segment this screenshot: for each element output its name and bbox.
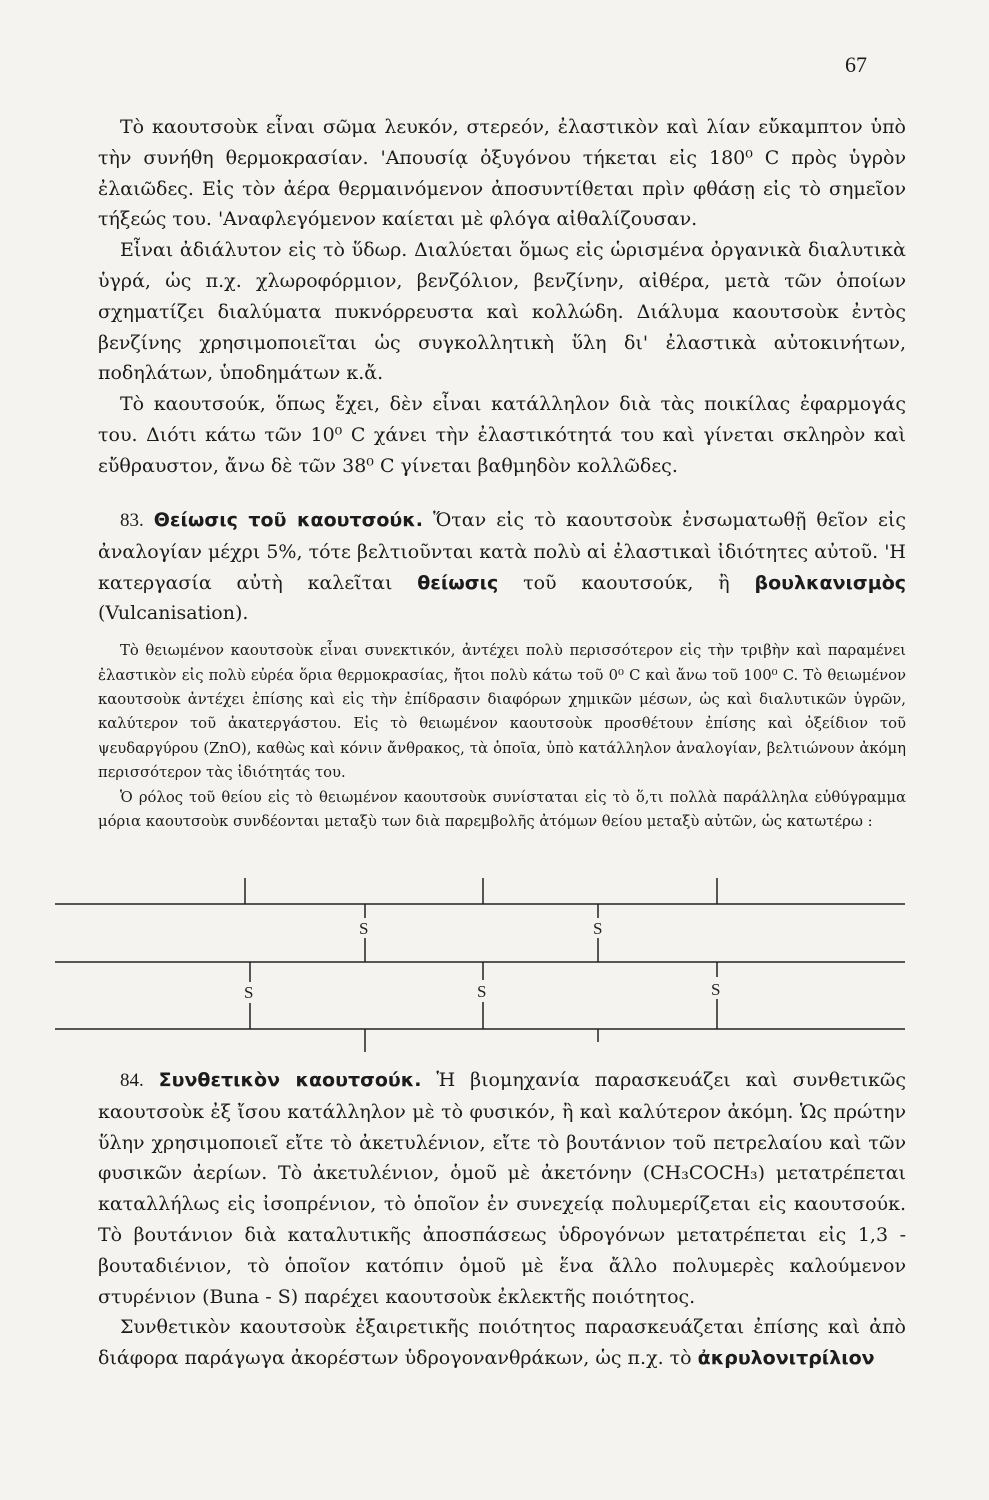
section-83-text-b: τοῦ καουτσούκ, ἢ bbox=[523, 571, 730, 594]
sulfur-atom: S bbox=[711, 980, 721, 999]
sulfur-atom: S bbox=[359, 919, 369, 938]
term-acrylonitrile: ἀκρυλονιτρίλιον bbox=[697, 1347, 875, 1370]
section-83-title: Θείωσις τοῦ καουτσούκ. bbox=[153, 509, 423, 531]
sulfur-atom: S bbox=[593, 919, 603, 938]
section-84-paragraph-2 bbox=[98, 1312, 906, 1374]
paragraph-properties: Τὸ καουτσοὺκ εἶναι σῶμα λευκόν, στερεόν, ἐλαστικὸν καὶ λίαν εὔκαμπτον ὑπὸ τὴν συνήθη θερμοκρασίαν. 'Απουσίᾳ ὀξυγόνου τήκεται εἰς 180⁰ C πρὸς ὑγρὸν ἐλαιῶδες. Εἰς τὸν ἀέρα θερμαινόμενον ἀποσυντίθεται πρὶν φθάσῃ εἰς τὸ σημεῖον τήξεώς του. 'Αναφλεγόμενον καίεται μὲ φλόγα αἰθαλίζουσαν. bbox=[98, 116, 906, 231]
section-84-text-2: Συνθετικὸν καουτσοὺκ ἐξαιρετικῆς ποιότητος παρασκευάζεται ἐπίσης καὶ ἀπὸ διάφορα παράγωγα ἀκορέστων ὑδρογονανθράκων, ὡς π.χ. τὸ bbox=[98, 1316, 906, 1370]
section-84-number: 84. bbox=[120, 1070, 144, 1091]
paragraph-limitations: Τὸ καουτσούκ, ὅπως ἔχει, δὲν εἶναι κατάλληλον διὰ τὰς ποικίλας ἐφαρμογάς του. Διότι κάτω τῶν 10⁰ C χάνει τὴν ἐλαστικότητά του καὶ γίνεται σκληρὸν καὶ εὔθραυστον, ἄνω δὲ τῶν 38⁰ C γίνεται βαθμηδὸν κολλῶδες. bbox=[98, 393, 906, 477]
section-84 bbox=[98, 1065, 906, 1374]
crosslink-structure bbox=[50, 862, 910, 1062]
sulfur-role-note: Ὁ ρόλος τοῦ θείου εἰς τὸ θειωμένον καουτσοὺκ συνίσταται εἰς τὸ ὅ,τι πολλὰ παράλληλα εὐθύγραμμα μόρια καουτσοὺκ συνδέονται μεταξὺ των διὰ παρεμβολῆς ἀτόμων θείου μεταξὺ αὐτῶν, ὡς κατωτέρω : bbox=[98, 788, 906, 831]
section-84-paragraph bbox=[98, 1065, 906, 1312]
section-83-paragraph bbox=[98, 505, 906, 629]
section-83-text-a: Ὅταν εἰς τὸ καουτσοὺκ ἐνσωματωθῇ θεῖον εἰς ἀναλογίαν μέχρι 5%, τότε βελτιοῦνται κατὰ πολὺ αἱ ἐλαστικαὶ ἰδιότητες αὐτοῦ. 'Η κατεργασία αὐτὴ καλεῖται bbox=[98, 509, 906, 594]
term-vulcanization: θείωσις bbox=[417, 571, 499, 594]
vulcanized-properties-note: Τὸ θειωμένον καουτσοὺκ εἶναι συνεκτικόν, ἀντέχει πολὺ περισσότερον εἰς τὴν τριβὴν καὶ παραμένει ἐλαστικὸν εἰς πολὺ εὐρέα ὅρια θερμοκρασίας, ἤτοι πολὺ κάτω τοῦ 0⁰ C καὶ ἄνω τοῦ 100⁰ C. Τὸ θειωμένον καουτσοὺκ ἀντέχει ἐπίσης καὶ εἰς τὴν ἐπίδρασιν διαφόρων χημικῶν μέσων, ὡς καὶ διαλυτικῶν ὑγρῶν, καλύτερον τοῦ ἀκατεργάστου. Εἰς τὸ θειωμένον καουτσοὺκ προσθέτουν ἐπίσης καὶ ὀξείδιον τοῦ ψευδαργύρου (ZnO), καθὼς καὶ κόνιν ἄνθρακος, τὰ ὁποῖα, ὑπὸ κατάλληλον ἀναλογίαν, βελτιώνουν ἀκόμη περισσότερον τὰς ἰδιότητάς του. bbox=[98, 642, 906, 782]
section-83 bbox=[98, 505, 906, 834]
vulcanization-diagram bbox=[50, 862, 910, 1066]
paragraph-solubility: Εἶναι ἀδιάλυτον εἰς τὸ ὕδωρ. Διαλύεται ὅμως εἰς ὡρισμένα ὀργανικὰ διαλυτικὰ ὑγρά, ὡς π.χ. χλωροφόρμιον, βενζόλιον, βενζίνην, αἰθέρα, μετὰ τῶν ὁποίων σχηματίζει διαλύματα πυκνόρρευστα καὶ κολλώδη. Διάλυμα καουτσοὺκ ἐντὸς βενζίνης χρησιμοποιεῖται ὡς συγκολλητικὴ ὕλη δι' ἐλαστικὰ αὐτοκινήτων, ποδηλάτων, ὑποδημάτων κ.ἄ. bbox=[98, 239, 906, 385]
section-83-text-c: (Vulcanisation). bbox=[98, 602, 249, 625]
sulfur-atom: S bbox=[477, 982, 487, 1001]
section-84-text: Ἡ βιομηχανία παρασκευάζει καὶ συνθετικῶς καουτσοὺκ ἐξ ἴσου κατάλληλον μὲ τὸ φυσικόν, ἢ καὶ καλύτερον ἀκόμη. Ὡς πρώτην ὕλην χρησιμοποιεῖ εἴτε τὸ ἀκετυλένιον, εἴτε τὸ βουτάνιον τοῦ πετρελαίου καὶ τῶν φυσικῶν ἀερίων. Τὸ ἀκετυλένιον, ὁμοῦ μὲ ἀκετόνην (CH₃COCH₃) μετατρέπεται καταλλήλως εἰς ἰσοπρένιον, τὸ ὁποῖον ἐν συνεχείᾳ πολυμερίζεται εἰς καουτσούκ. Τὸ βουτάνιον διὰ καταλυτικῆς ἀποσπάσεως ὑδρογόνων μετατρέπεται εἰς 1,3 - βουταδιένιον, τὸ ὁποῖον κατόπιν ὁμοῦ μὲ ἕνα ἄλλο πολυμερὲς καλούμενον στυρένιον (Buna - S) παρέχει καουτσοὺκ ἐκλεκτῆς ποιότητος. bbox=[98, 1069, 906, 1308]
section-84-title: Συνθετικὸν καουτσούκ. bbox=[158, 1069, 422, 1091]
page-number: 67 bbox=[845, 52, 867, 77]
upper-body bbox=[98, 112, 906, 482]
term-boulkanismos: βουλκανισμὸς bbox=[754, 571, 907, 594]
section-83-number: 83. bbox=[120, 510, 144, 531]
sulfur-atom: S bbox=[244, 983, 254, 1002]
